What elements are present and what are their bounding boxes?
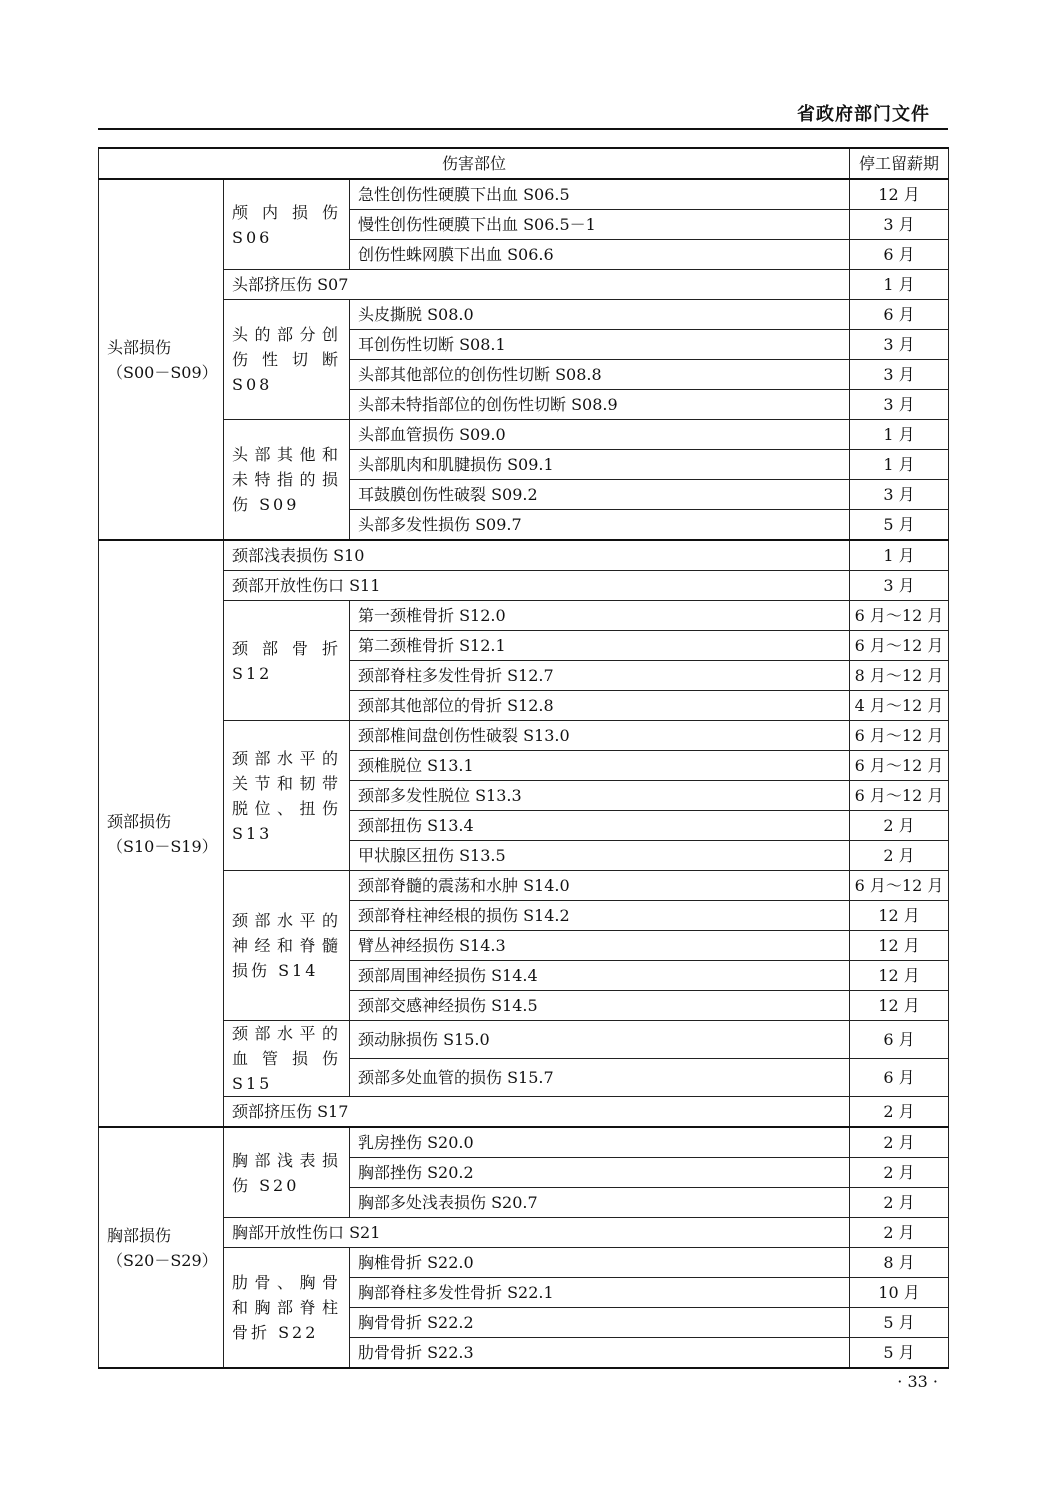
period-value: 10 月 [850, 1278, 949, 1308]
period-value: 12 月 [850, 931, 949, 961]
item-name: 颈部多发性脱位 S13.3 [350, 781, 850, 811]
group-code: （S20－S29） [107, 1250, 218, 1270]
item-name: 胸骨骨折 S22.2 [350, 1308, 850, 1338]
subgroup-name: 颈部浅表损伤 S10 [224, 540, 850, 571]
item-name: 胸椎骨折 S22.0 [350, 1248, 850, 1278]
table-row [99, 1127, 949, 1158]
subgroup-name: 头部挤压伤 S07 [224, 270, 850, 300]
period-value: 5 月 [850, 510, 949, 541]
subgroup-name: 颈部骨折 S12 [224, 601, 350, 721]
item-name: 臂丛神经损伤 S14.3 [350, 931, 850, 961]
table-row [99, 420, 949, 450]
period-value: 2 月 [850, 811, 949, 841]
item-name: 乳房挫伤 S20.0 [350, 1127, 850, 1158]
period-value: 3 月 [850, 480, 949, 510]
period-value: 12 月 [850, 991, 949, 1021]
period-value: 12 月 [850, 179, 949, 210]
table-row [99, 1021, 949, 1059]
item-name: 第一颈椎骨折 S12.0 [350, 601, 850, 631]
page-header [98, 98, 948, 128]
group-name: 颈部损伤 [107, 811, 172, 831]
subgroup-name: 头部其他和未特指的损伤 S09 [224, 420, 350, 541]
item-name: 慢性创伤性硬膜下出血 S06.5－1 [350, 210, 850, 240]
item-name: 颈部多处血管的损伤 S15.7 [350, 1059, 850, 1097]
group-name: 头部损伤 [107, 337, 172, 357]
table-row [99, 300, 949, 330]
item-name: 颈部脊柱神经根的损伤 S14.2 [350, 901, 850, 931]
group-name: 胸部损伤 [107, 1225, 172, 1245]
period-value: 3 月 [850, 571, 949, 601]
table-row [99, 270, 949, 300]
group-cell [99, 540, 224, 1127]
period-value: 12 月 [850, 961, 949, 991]
item-name: 胸部多处浅表损伤 S20.7 [350, 1188, 850, 1218]
period-value: 3 月 [850, 360, 949, 390]
subgroup-name: 头的部分创伤性切断 S08 [224, 300, 350, 420]
period-value: 2 月 [850, 1188, 949, 1218]
period-value: 6 月 [850, 300, 949, 330]
item-name: 肋骨骨折 S22.3 [350, 1338, 850, 1369]
subgroup-name: 肋骨、胸骨和胸部脊柱骨折 S22 [224, 1248, 350, 1369]
subgroup-name: 胸部开放性伤口 S21 [224, 1218, 850, 1248]
item-name: 头部血管损伤 S09.0 [350, 420, 850, 450]
item-name: 颈部椎间盘创伤性破裂 S13.0 [350, 721, 850, 751]
table-row [99, 1218, 949, 1248]
item-name: 颈部扭伤 S13.4 [350, 811, 850, 841]
item-name: 颈部脊柱多发性骨折 S12.7 [350, 661, 850, 691]
subgroup-name: 颅内损伤 S06 [224, 179, 350, 270]
table-row [99, 871, 949, 901]
table-row [99, 571, 949, 601]
period-value: 8 月 [850, 1248, 949, 1278]
item-name: 颈部周围神经损伤 S14.4 [350, 961, 850, 991]
table-row [99, 601, 949, 631]
item-name: 创伤性蛛网膜下出血 S06.6 [350, 240, 850, 270]
period-value: 2 月 [850, 1158, 949, 1188]
period-value: 5 月 [850, 1308, 949, 1338]
table-row [99, 1097, 949, 1128]
item-name: 第二颈椎骨折 S12.1 [350, 631, 850, 661]
period-value: 2 月 [850, 1218, 949, 1248]
period-value: 3 月 [850, 390, 949, 420]
header-title: 省政府部门文件 [797, 104, 930, 125]
period-value: 6 月～12 月 [850, 631, 949, 661]
period-value: 1 月 [850, 540, 949, 571]
item-name: 头皮撕脱 S08.0 [350, 300, 850, 330]
header-rule [98, 128, 948, 130]
subgroup-name: 颈部水平的关节和韧带脱位、扭伤 S13 [224, 721, 350, 871]
table-row [99, 179, 949, 210]
subgroup-name: 颈部开放性伤口 S11 [224, 571, 850, 601]
item-name: 颈动脉损伤 S15.0 [350, 1021, 850, 1059]
table-row [99, 1248, 949, 1278]
item-name: 颈部脊髓的震荡和水肿 S14.0 [350, 871, 850, 901]
item-name: 头部未特指部位的创伤性切断 S08.9 [350, 390, 850, 420]
group-code: （S00－S09） [107, 362, 218, 382]
subgroup-name: 胸部浅表损伤 S20 [224, 1127, 350, 1218]
item-name: 颈部交感神经损伤 S14.5 [350, 991, 850, 1021]
period-value: 6 月～12 月 [850, 751, 949, 781]
item-name: 胸部挫伤 S20.2 [350, 1158, 850, 1188]
period-value: 6 月 [850, 1021, 949, 1059]
period-value: 2 月 [850, 841, 949, 871]
period-value: 2 月 [850, 1097, 949, 1128]
period-value: 1 月 [850, 270, 949, 300]
item-name: 耳鼓膜创伤性破裂 S09.2 [350, 480, 850, 510]
table-row [99, 540, 949, 571]
group-code: （S10－S19） [107, 836, 218, 856]
period-value: 6 月 [850, 1059, 949, 1097]
period-value: 5 月 [850, 1338, 949, 1369]
period-value: 8 月～12 月 [850, 661, 949, 691]
table-header-row [99, 148, 949, 179]
item-name: 颈椎脱位 S13.1 [350, 751, 850, 781]
item-name: 颈部其他部位的骨折 S12.8 [350, 691, 850, 721]
injury-period-table [98, 147, 949, 1369]
col-header-period: 停工留薪期 [850, 148, 949, 179]
item-name: 耳创伤性切断 S08.1 [350, 330, 850, 360]
group-cell [99, 179, 224, 540]
period-value: 12 月 [850, 901, 949, 931]
period-value: 6 月～12 月 [850, 781, 949, 811]
subgroup-name: 颈部水平的神经和脊髓损伤 S14 [224, 871, 350, 1021]
item-name: 急性创伤性硬膜下出血 S06.5 [350, 179, 850, 210]
period-value: 1 月 [850, 450, 949, 480]
page-number: · 33 · [897, 1372, 938, 1391]
period-value: 1 月 [850, 420, 949, 450]
item-name: 头部肌肉和肌腱损伤 S09.1 [350, 450, 850, 480]
period-value: 2 月 [850, 1127, 949, 1158]
period-value: 3 月 [850, 210, 949, 240]
table-row [99, 721, 949, 751]
subgroup-name: 颈部挤压伤 S17 [224, 1097, 850, 1128]
period-value: 6 月～12 月 [850, 871, 949, 901]
subgroup-name: 颈部水平的血管损伤 S15 [224, 1021, 350, 1097]
item-name: 甲状腺区扭伤 S13.5 [350, 841, 850, 871]
period-value: 4 月～12 月 [850, 691, 949, 721]
item-name: 头部其他部位的创伤性切断 S08.8 [350, 360, 850, 390]
item-name: 胸部脊柱多发性骨折 S22.1 [350, 1278, 850, 1308]
group-cell [99, 1127, 224, 1368]
item-name: 头部多发性损伤 S09.7 [350, 510, 850, 541]
period-value: 6 月 [850, 240, 949, 270]
col-header-part: 伤害部位 [99, 148, 850, 179]
period-value: 3 月 [850, 330, 949, 360]
period-value: 6 月～12 月 [850, 601, 949, 631]
period-value: 6 月～12 月 [850, 721, 949, 751]
